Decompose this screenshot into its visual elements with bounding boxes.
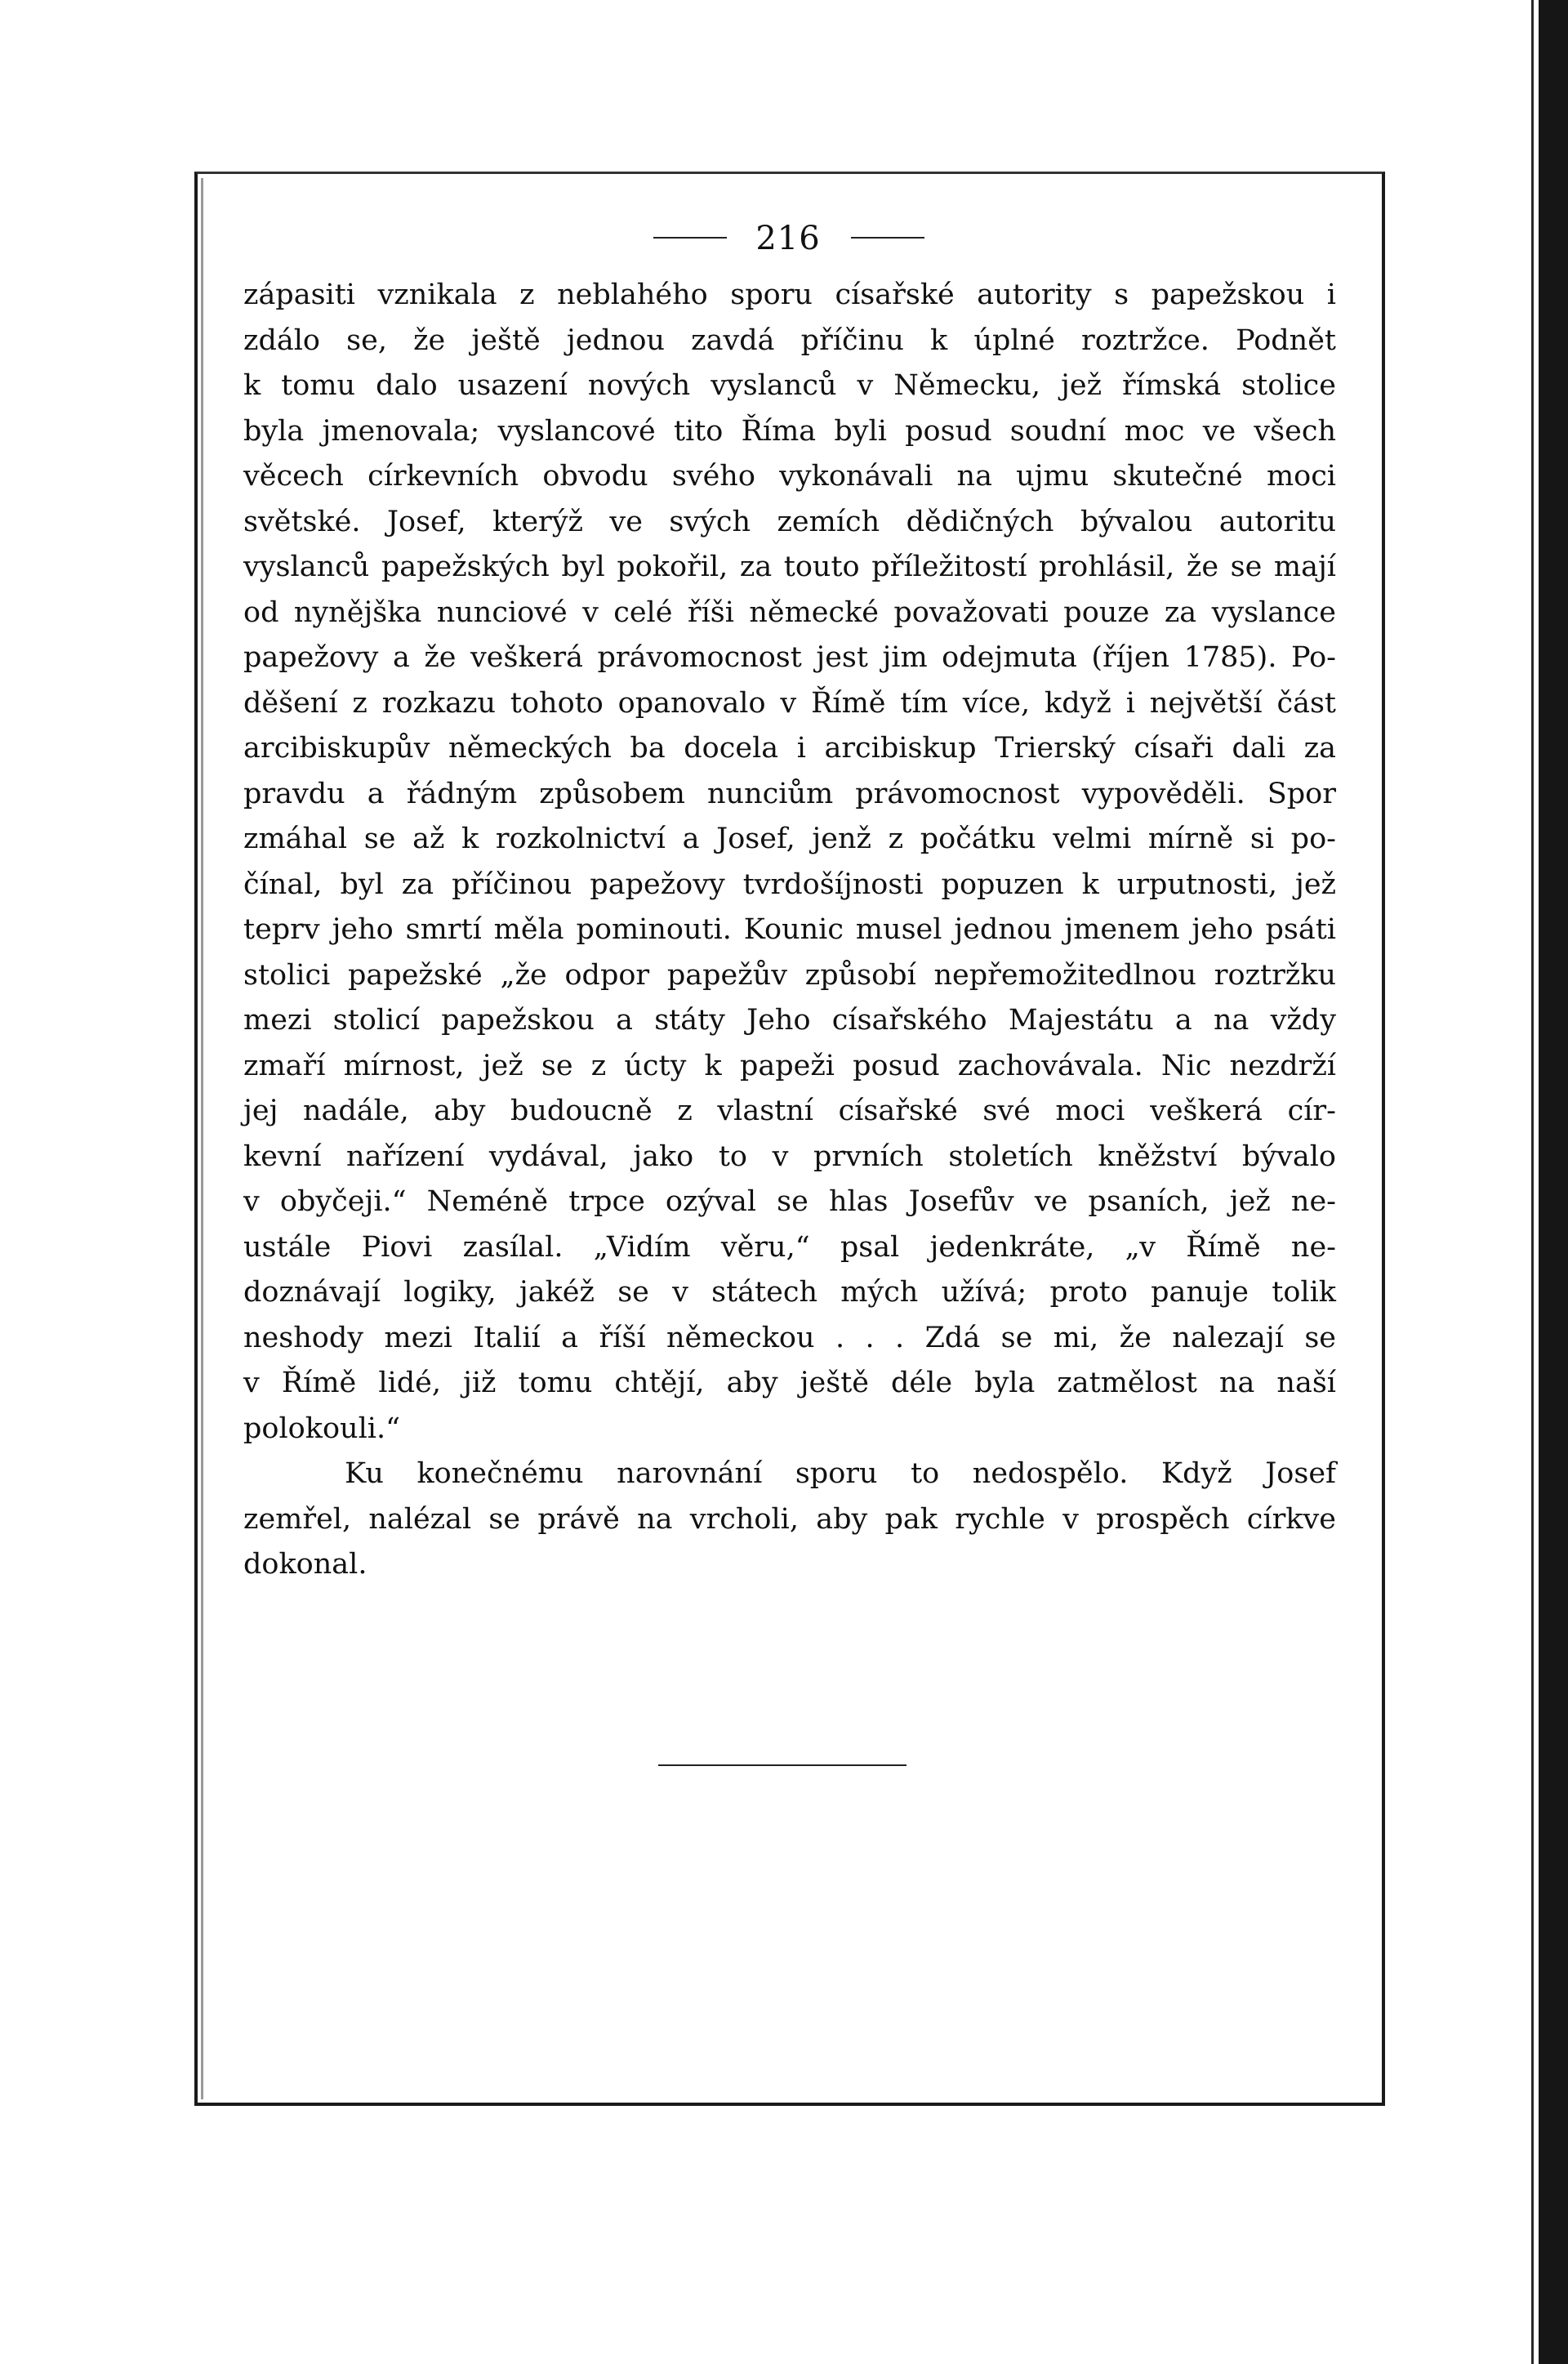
text-line: světské. Josef, kterýž ve svých zemích dědičných bývalou autoritu [243, 505, 1336, 538]
header-rule-left [653, 237, 727, 239]
text-line: od nynějška nunciové v celé říši německé považovati pouze za vyslance [243, 595, 1336, 629]
text-line: k tomu dalo usazení nových vyslanců v Německu, jež římská stolice [243, 369, 1336, 402]
text-line: zemřel, nalézal se právě na vrcholi, aby pak rychle v prospěch církve [243, 1502, 1336, 1536]
text-line: arcibiskupův německých ba docela i arcibiskup Trierský císaři dali za [243, 732, 1336, 765]
text-line: dokonal. [243, 1548, 368, 1581]
text-line: stolici papežské „že odpor papežův způsobí nepřemožitedlnou roztržku [243, 958, 1336, 992]
page-number: 216 [755, 220, 821, 257]
text-line: byla jmenovala; vyslancové tito Říma byli posud soudní moc ve všech [243, 414, 1336, 448]
text-line: Ku konečnému narovnání sporu to nedospělo. Když Josef [345, 1457, 1336, 1490]
text-line: papežovy a že veškerá právomocnost jest jim odejmuta (říjen 1785). Po- [243, 641, 1336, 674]
text-line: teprv jeho smrtí měla pominouti. Kounic musel jednou jmenem jeho psáti [243, 913, 1336, 946]
scan-edge-line [1531, 0, 1534, 2364]
text-line: jej nadále, aby budoucně z vlastní císařské své moci veškerá cír- [243, 1095, 1336, 1127]
text-line: zmáhal se až k rozkolnictví a Josef, jenž z počátku velmi mírně si po- [243, 823, 1336, 855]
frame-inner-shadow [201, 178, 203, 2099]
page-header [0, 214, 1568, 263]
body-text [243, 273, 1336, 1588]
text-line: v obyčeji.“ Neméně trpce ozýval se hlas Josefův ve psaních, jež ne- [243, 1185, 1336, 1218]
end-rule [658, 1764, 906, 1766]
text-line: pravdu a řádným způsobem nunciům právomocnost vypověděli. Spor [243, 777, 1336, 810]
text-line: zmaří mírnost, jež se z úcty k papeži posud zachovávala. Nic nezdrží [243, 1049, 1336, 1082]
text-line: zápasiti vznikala z neblahého sporu císařské autority s papežskou i [243, 279, 1336, 311]
text-line: polokouli.“ [243, 1412, 400, 1445]
text-line: zdálo se, že ještě jednou zavdá příčinu k úplné roztržce. Podnět [243, 323, 1336, 357]
scan-edge-bar [1539, 0, 1568, 2364]
text-line: v Římě lidé, již tomu chtějí, aby ještě déle byla zatmělost na naší [243, 1367, 1336, 1399]
text-line: neshody mezi Italií a říší německou . . . Zdá se mi, že nalezají se [243, 1321, 1336, 1354]
text-line: děšení z rozkazu tohoto opanovalo v Římě tím více, když i největší část [243, 686, 1336, 720]
paragraph-1 [243, 273, 1336, 1452]
text-line: mezi stolicí papežskou a státy Jeho císařského Majestátu a na vždy [243, 1004, 1336, 1037]
paragraph-2 [243, 1452, 1336, 1588]
text-line: kevní nařízení vydával, jako to v prvních stoletích kněžství bývalo [243, 1140, 1336, 1173]
text-line: ustále Piovi zasílal. „Vidím věru,“ psal jedenkráte, „v Římě ne- [243, 1230, 1336, 1264]
text-line: čínal, byl za příčinou papežovy tvrdošíjnosti popuzen k urputnosti, jež [243, 868, 1336, 901]
text-line: vyslanců papežských byl pokořil, za touto příležitostí prohlásil, že se mají [243, 551, 1336, 583]
text-line: věcech církevních obvodu svého vykonávali na ujmu skutečné moci [243, 460, 1336, 493]
header-rule-right [851, 237, 924, 239]
text-line: doznávají logiky, jakéž se v státech mých užívá; proto panuje tolik [243, 1276, 1336, 1309]
